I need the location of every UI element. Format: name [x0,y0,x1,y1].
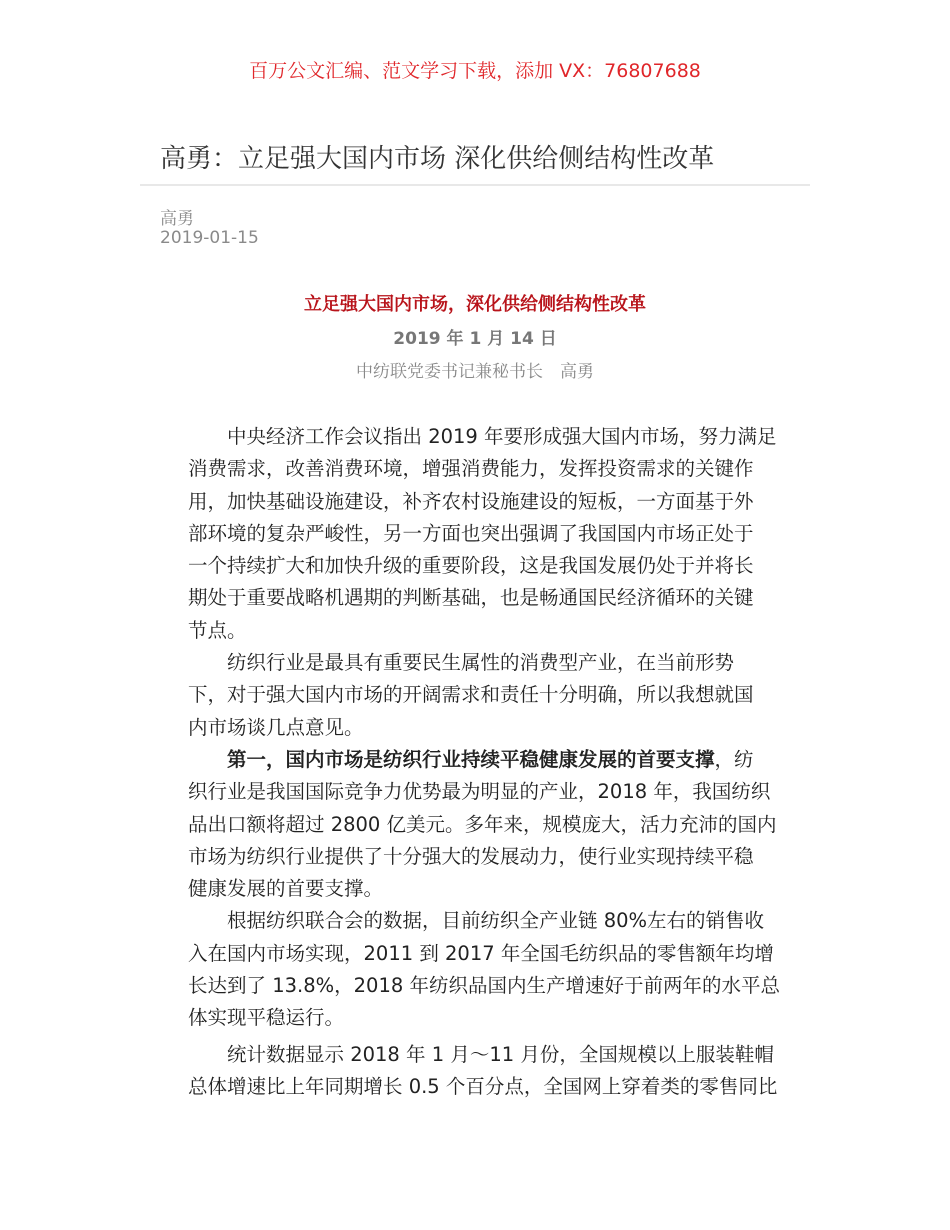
article-author: 高勇 [160,209,194,229]
text-line: 纺织行业是最具有重要民生属性的消费型产业，在当前形势 [227,651,735,675]
article-body [188,421,778,1103]
text-line: 市场为纺织行业提供了十分强大的发展动力，使行业实现持续平稳 [188,844,754,868]
title-divider [140,184,810,186]
text-line: 中央经济工作会议指出 2019 年要形成强大国内市场，努力满足 [227,425,777,448]
paragraph [188,905,778,1034]
text-line: 用，加快基础设施建设，补齐农村设施建设的短板，一方面基于外 [188,489,754,513]
article-date: 2019-01-15 [160,228,259,248]
paragraph [188,647,778,744]
text-line: 根据纺织联合会的数据，目前纺织全产业链 80%左右的销售收 [227,909,765,933]
text-line [188,744,778,776]
text-line: 节点。 [188,618,247,642]
content-date: 2019 年 1 月 14 日 [393,329,557,349]
content-byline: 中纺联党委书记兼秘书长 高勇 [356,362,594,382]
article-title: 高勇：立足强大国内市场 深化供给侧结构性改革 [160,144,715,174]
text-line: 入在国内市场实现，2011 到 2017 年全国毛纺织品的零售额年均增 [188,941,774,965]
text-span: ，纺 [714,747,754,771]
text-line: 部环境的复杂严峻性，另一方面也突出强调了我国国内市场正处于 [188,521,754,545]
paragraph [188,1039,778,1104]
watermark-banner: 百万公文汇编、范文学习下载，添加 VX：76807688 [249,60,701,82]
paragraph [188,421,778,647]
text-line: 内市场谈几点意见。 [188,715,364,739]
paragraph [188,744,778,905]
text-line: 体实现平稳运行。 [188,1006,345,1030]
content-heading: 立足强大国内市场，深化供给侧结构性改革 [304,294,646,315]
text-line: 消费需求，改善消费环境，增强消费能力，发挥投资需求的关键作 [188,457,754,481]
text-line: 品出口额将超过 2800 亿美元。多年来，规模庞大，活力充沛的国内 [188,812,777,836]
text-line: 一个持续扩大和加快升级的重要阶段，这是我国发展仍处于并将长 [188,554,754,578]
bold-lead: 第一，国内市场是纺织行业持续平稳健康发展的首要支撑 [227,747,715,771]
text-line: 统计数据显示 2018 年 1 月～11 月份，全国规模以上服装鞋帽 [227,1042,774,1066]
text-line: 长达到了 13.8%，2018 年纺织品国内生产增速好于前两年的水平总 [188,974,780,998]
text-line: 下，对于强大国内市场的开阔需求和责任十分明确，所以我想就国 [188,683,754,707]
text-line: 总体增速比上年同期增长 0.5 个百分点，全国网上穿着类的零售同比 [188,1074,778,1098]
text-line: 期处于重要战略机遇期的判断基础，也是畅通国民经济循环的关键 [188,586,754,610]
text-line: 健康发展的首要支撑。 [188,877,384,901]
text-line: 织行业是我国国际竞争力优势最为明显的产业，2018 年，我国纺织 [188,780,771,804]
